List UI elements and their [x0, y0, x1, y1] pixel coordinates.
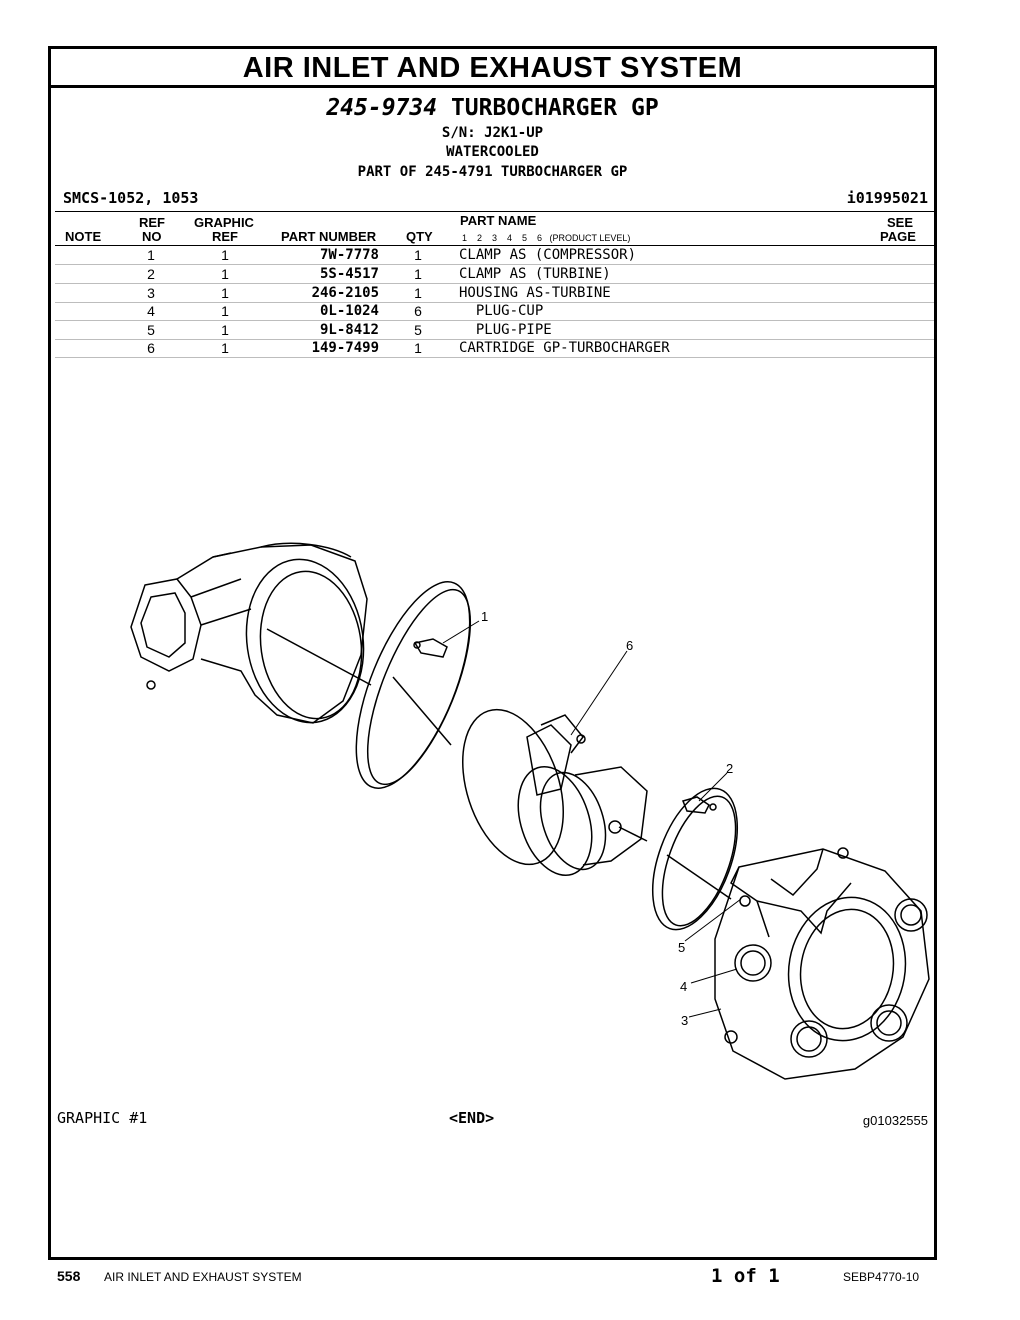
- graphic-ref: 1: [221, 322, 229, 338]
- exploded-view-diagram: [81, 539, 951, 1099]
- part-of: PART OF 245-4791 TURBOCHARGER GP: [357, 164, 628, 180]
- header-product-level: 1 2 3 4 5 6 (PRODUCT LEVEL): [462, 233, 631, 243]
- table-row: [51, 339, 934, 357]
- part-name: CLAMP AS (TURBINE): [459, 266, 611, 282]
- smcs-code: SMCS-1052, 1053: [63, 189, 199, 207]
- header-note: NOTE: [65, 229, 102, 244]
- graphic-id: g01032555: [862, 1113, 928, 1128]
- graphic-ref: 1: [221, 285, 229, 301]
- quantity: 5: [414, 322, 422, 338]
- quantity: 1: [414, 247, 422, 263]
- group-name: TURBOCHARGER GP: [450, 95, 659, 121]
- callout-number: 3: [681, 1013, 689, 1028]
- graphic-ref: 1: [221, 340, 229, 356]
- ref-no: 1: [147, 247, 155, 263]
- group-part-number: 245-9734: [326, 95, 438, 121]
- part-number: 7W-7778: [319, 247, 379, 263]
- parts-page-frame: [48, 46, 937, 1260]
- header-qty: QTY: [406, 229, 433, 244]
- callout-number: 4: [680, 979, 688, 994]
- document-number: SEBP4770-10: [843, 1270, 920, 1284]
- header-part-number: PART NUMBER: [281, 229, 377, 244]
- table-row: [51, 321, 934, 339]
- illustration-id: i01995021: [846, 189, 928, 207]
- header-part-name: PART NAME: [460, 213, 537, 228]
- end-marker: <END>: [449, 1109, 495, 1127]
- ref-no: 4: [147, 303, 155, 319]
- compressor-housing: [131, 543, 374, 730]
- turbine-clamp: [636, 777, 754, 941]
- table-row: [51, 265, 934, 283]
- part-name: HOUSING AS-TURBINE: [459, 285, 611, 301]
- page-number: 558: [57, 1268, 81, 1284]
- quantity: 1: [414, 285, 422, 301]
- section-title: AIR INLET AND EXHAUST SYSTEM: [51, 49, 934, 88]
- header-ref-top: REF: [139, 215, 165, 230]
- table-row: [51, 284, 934, 302]
- ref-no: 6: [147, 340, 155, 356]
- group-title: [51, 95, 934, 121]
- part-number: 9L-8412: [319, 322, 379, 338]
- callouts: [443, 621, 741, 1017]
- header-graphic-bottom: REF: [212, 229, 238, 244]
- part-name: CLAMP AS (COMPRESSOR): [459, 247, 637, 263]
- quantity: 1: [414, 340, 422, 356]
- callout-number: 2: [726, 761, 734, 776]
- header-graphic-top: GRAPHIC: [194, 215, 254, 230]
- header-see-top: SEE: [887, 215, 914, 230]
- header-ref-bottom: NO: [142, 229, 162, 244]
- part-number: 5S-4517: [319, 266, 379, 282]
- header-top-rule: [55, 211, 934, 212]
- part-number: 246-2105: [311, 285, 379, 301]
- ref-no: 3: [147, 285, 155, 301]
- ref-no: 5: [147, 322, 155, 338]
- serial-number: S/N: J2K1-UP: [441, 125, 544, 141]
- graphic-ref: 1: [221, 303, 229, 319]
- row-rule: [55, 357, 934, 358]
- quantity: 6: [414, 303, 422, 319]
- page-count: 1 of 1: [711, 1265, 780, 1287]
- variant: WATERCOOLED: [446, 144, 539, 160]
- page-section: AIR INLET AND EXHAUST SYSTEM: [104, 1270, 302, 1284]
- part-name: PLUG-PIPE: [459, 322, 552, 338]
- part-name: PLUG-CUP: [459, 303, 544, 319]
- callout-number: 5: [678, 940, 686, 955]
- graphic-label: GRAPHIC #1: [57, 1109, 148, 1127]
- callout-number: 6: [626, 638, 634, 653]
- table-row: [51, 246, 934, 264]
- quantity: 1: [414, 266, 422, 282]
- graphic-ref: 1: [221, 266, 229, 282]
- leader-line: [667, 855, 731, 899]
- part-name: CARTRIDGE GP-TURBOCHARGER: [459, 340, 670, 356]
- graphic-ref: 1: [221, 247, 229, 263]
- turbocharger-cartridge: [445, 697, 647, 885]
- leader-line: [267, 629, 371, 685]
- turbine-housing: [715, 848, 929, 1079]
- callout-number: 1: [481, 609, 489, 624]
- part-number: 149-7499: [311, 340, 379, 356]
- ref-no: 2: [147, 266, 155, 282]
- table-row: [51, 302, 934, 320]
- leader-line: [393, 677, 451, 745]
- header-see-bottom: PAGE: [880, 229, 916, 244]
- part-number: 0L-1024: [319, 303, 379, 319]
